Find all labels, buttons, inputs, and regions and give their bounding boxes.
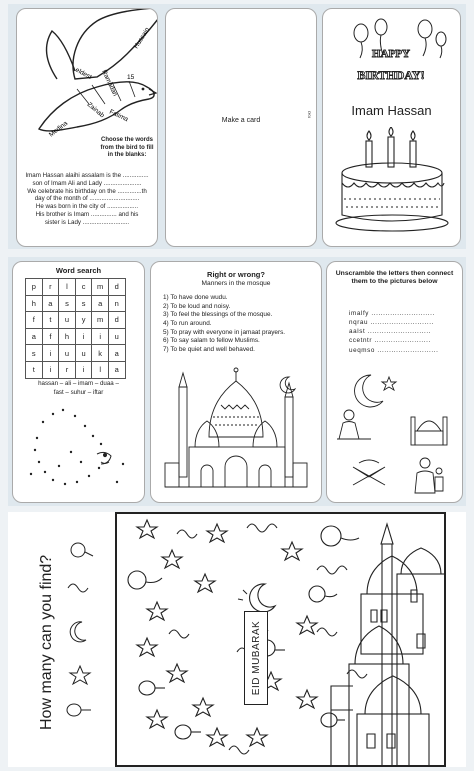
card-row bbox=[8, 4, 466, 249]
crescent-moon-icon[interactable] bbox=[355, 375, 383, 407]
eid-mubarak-banner bbox=[244, 611, 268, 705]
grid-cell[interactable]: u bbox=[59, 345, 76, 362]
grid-cell[interactable]: d bbox=[108, 279, 125, 296]
bird-word: Ramadan bbox=[100, 68, 119, 98]
star-icon[interactable] bbox=[297, 690, 317, 708]
birthday-word: BIRTHDAY! bbox=[357, 68, 425, 82]
balloon-icon bbox=[71, 543, 93, 557]
grid-row bbox=[26, 361, 126, 378]
grid-row bbox=[26, 345, 126, 362]
manners-item: 5) To pray with everyone in jamaat prayers. bbox=[163, 328, 286, 336]
grid-cell[interactable]: r bbox=[59, 361, 76, 378]
grid-cell[interactable]: l bbox=[59, 279, 76, 296]
blank-line: sister is Lady ........................... bbox=[44, 218, 130, 226]
eid-coloring-page bbox=[8, 512, 466, 767]
grid-row bbox=[26, 295, 126, 312]
word-list-line: fast – suhur – iftar bbox=[53, 389, 104, 396]
praying-person-icon[interactable] bbox=[337, 410, 371, 439]
squiggle-icon[interactable] bbox=[317, 566, 347, 574]
star-icon[interactable] bbox=[247, 728, 267, 746]
grid-cell[interactable]: m bbox=[92, 312, 109, 329]
star-icon[interactable] bbox=[207, 728, 227, 746]
star-icon[interactable] bbox=[137, 638, 157, 656]
grid-cell[interactable]: c bbox=[75, 279, 92, 296]
make-card-panel bbox=[165, 8, 317, 247]
grid-cell[interactable]: r bbox=[42, 279, 59, 296]
word-list-line: hassan – ali – imam – duaa – bbox=[38, 380, 119, 387]
grid-row bbox=[26, 328, 126, 345]
blank-line: He was born in the city of .................. bbox=[35, 203, 139, 210]
squiggle-icon[interactable] bbox=[247, 524, 277, 532]
balloon-icon[interactable] bbox=[321, 526, 359, 546]
eid-mubarak-text: EID MUBARAK bbox=[250, 620, 262, 696]
grid-cell[interactable]: a bbox=[108, 345, 125, 362]
grid-row bbox=[26, 279, 126, 296]
balloon-icon[interactable] bbox=[175, 725, 201, 739]
activity-row bbox=[8, 257, 466, 506]
grid-cell[interactable]: l bbox=[92, 361, 109, 378]
how-many-question: How many can you find? bbox=[38, 554, 55, 730]
fold-label: fold bbox=[306, 111, 312, 118]
grid-cell[interactable]: h bbox=[26, 295, 43, 312]
count-key-icons bbox=[60, 540, 100, 720]
card-name: Imam Hassan bbox=[351, 103, 432, 118]
balloons-illustration bbox=[323, 9, 460, 99]
bird-word: Hussain bbox=[132, 26, 152, 51]
dot-to-dot-puzzle[interactable] bbox=[23, 402, 133, 497]
upper-wing bbox=[73, 9, 157, 79]
right-or-wrong-panel bbox=[150, 261, 322, 503]
squiggle-icon[interactable] bbox=[169, 630, 189, 638]
blank-line: We celebrate his birthday on the ..............th bbox=[27, 187, 147, 195]
star-icon[interactable] bbox=[282, 542, 302, 560]
star-icon[interactable] bbox=[147, 602, 167, 620]
star-icon bbox=[70, 666, 90, 684]
balloon-icon bbox=[67, 704, 91, 716]
squiggle-icon[interactable] bbox=[229, 746, 249, 754]
manners-item: 7) To be quiet and well behaved. bbox=[163, 345, 255, 353]
happy-word: HAPPY bbox=[372, 48, 410, 60]
make-card-text: Make a card bbox=[221, 117, 261, 124]
grid-cell[interactable]: d bbox=[108, 312, 125, 329]
coloring-frame bbox=[115, 512, 446, 767]
birthday-card-panel bbox=[322, 8, 461, 247]
balloon-icon[interactable] bbox=[309, 586, 337, 602]
bird-illustration bbox=[17, 9, 157, 139]
bird-word: Fatima bbox=[108, 108, 130, 124]
word-search-grid bbox=[25, 278, 126, 379]
matching-pictures bbox=[329, 367, 459, 502]
word-search-panel bbox=[12, 261, 145, 503]
star-icon[interactable] bbox=[207, 524, 227, 542]
grid-cell[interactable]: a bbox=[26, 328, 43, 345]
family-icon[interactable] bbox=[415, 458, 443, 493]
grid-cell[interactable]: i bbox=[75, 361, 92, 378]
manners-list bbox=[163, 294, 285, 354]
grid-cell[interactable]: u bbox=[108, 328, 125, 345]
blank-line: day of the month of ............................. bbox=[34, 195, 140, 203]
star-icon[interactable] bbox=[162, 550, 182, 568]
balloon-icon[interactable] bbox=[128, 571, 162, 589]
star-icon[interactable] bbox=[167, 664, 187, 682]
star-icon[interactable] bbox=[297, 616, 317, 634]
grid-cell[interactable]: u bbox=[75, 345, 92, 362]
grid-cell[interactable]: a bbox=[42, 295, 59, 312]
grid-cell[interactable]: y bbox=[75, 312, 92, 329]
mosque-icon[interactable] bbox=[411, 417, 447, 445]
right-or-wrong-title: Right or wrong? bbox=[207, 270, 265, 279]
star-icon[interactable] bbox=[195, 574, 215, 592]
grid-cell[interactable]: i bbox=[42, 345, 59, 362]
balloon-icon[interactable] bbox=[321, 713, 345, 727]
unscramble-panel bbox=[326, 261, 463, 503]
bird-word: 15 bbox=[127, 74, 135, 81]
scrambled-word[interactable]: ueqmso .......................... bbox=[349, 346, 439, 354]
scrambled-word-list bbox=[349, 309, 438, 355]
right-or-wrong-subtitle: Manners in the mosque bbox=[201, 280, 271, 287]
manners-item: 6) To say salam to fellow Muslims. bbox=[163, 337, 260, 345]
squiggle-icon[interactable] bbox=[177, 530, 197, 538]
quran-stand-icon[interactable] bbox=[353, 460, 385, 485]
bird-word: Medina bbox=[47, 119, 70, 139]
blank-line: His brother is Imam ............... and his bbox=[35, 210, 139, 218]
grid-cell[interactable]: s bbox=[26, 345, 43, 362]
grid-cell[interactable]: s bbox=[75, 295, 92, 312]
grid-cell[interactable]: a bbox=[92, 295, 109, 312]
balloon-icon[interactable] bbox=[139, 681, 165, 695]
star-icon[interactable] bbox=[382, 377, 396, 390]
blank-line: son of Imam Ali and Lady ...................... bbox=[32, 179, 142, 187]
grid-cell[interactable]: m bbox=[92, 279, 109, 296]
bird-instruction: Choose the words from the bird to fill in the blanks: bbox=[100, 137, 154, 158]
scrambled-word[interactable]: aalst ........................... bbox=[349, 328, 432, 336]
grid-cell[interactable]: t bbox=[42, 312, 59, 329]
mosque-coloring-illustration bbox=[161, 367, 311, 497]
eid-scene-illustration bbox=[117, 514, 446, 767]
fill-in-sentences bbox=[23, 172, 151, 226]
unscramble-title: Unscramble the letters then connect them to the pictures below bbox=[335, 270, 454, 286]
squiggle-icon[interactable] bbox=[347, 670, 367, 678]
bird-word: eldest bbox=[74, 66, 93, 81]
grid-cell[interactable]: t bbox=[26, 361, 43, 378]
scrambled-word[interactable]: ccetntr ........................ bbox=[349, 337, 431, 345]
mosque-skyline bbox=[331, 524, 445, 767]
manners-item: 1) To have done wudu. bbox=[163, 294, 228, 301]
blank-line: Imam Hassan alaihi assalam is the ............... bbox=[25, 172, 149, 179]
moon-icon bbox=[70, 622, 86, 642]
lower-wing bbox=[47, 31, 75, 79]
scrambled-word[interactable]: imalfy ........................... bbox=[349, 310, 435, 317]
manners-item: 4) To run around. bbox=[163, 319, 212, 327]
squiggle-icon bbox=[68, 584, 88, 592]
grid-cell[interactable]: n bbox=[108, 295, 125, 312]
grid-cell[interactable]: u bbox=[59, 312, 76, 329]
grid-cell[interactable]: i bbox=[42, 361, 59, 378]
scrambled-word[interactable]: nqrau ........................... bbox=[349, 319, 434, 327]
grid-cell[interactable]: a bbox=[108, 361, 125, 378]
grid-cell[interactable]: i bbox=[75, 328, 92, 345]
squiggle-icon[interactable] bbox=[317, 628, 337, 636]
grid-cell[interactable]: p bbox=[26, 279, 43, 296]
grid-cell[interactable]: k bbox=[92, 345, 109, 362]
manners-item: 2) To be loud and noisy. bbox=[163, 302, 231, 310]
star-icon[interactable] bbox=[137, 520, 157, 538]
bird-fill-in-panel bbox=[16, 8, 158, 247]
grid-cell[interactable]: f bbox=[26, 312, 43, 329]
star-icon[interactable] bbox=[147, 710, 167, 728]
star-icon[interactable] bbox=[193, 698, 213, 716]
word-search-title: Word search bbox=[55, 266, 102, 275]
manners-item: 3) To feel the blessings of the mosque. bbox=[163, 311, 273, 319]
cake-illustration bbox=[332, 127, 452, 237]
grid-cell[interactable]: i bbox=[92, 328, 109, 345]
grid-cell[interactable]: s bbox=[59, 295, 76, 312]
crescent-moon-icon bbox=[250, 584, 275, 612]
bird-word: Zainab bbox=[85, 101, 106, 120]
grid-cell[interactable]: h bbox=[59, 328, 76, 345]
grid-cell[interactable]: f bbox=[42, 328, 59, 345]
grid-row bbox=[26, 312, 126, 329]
